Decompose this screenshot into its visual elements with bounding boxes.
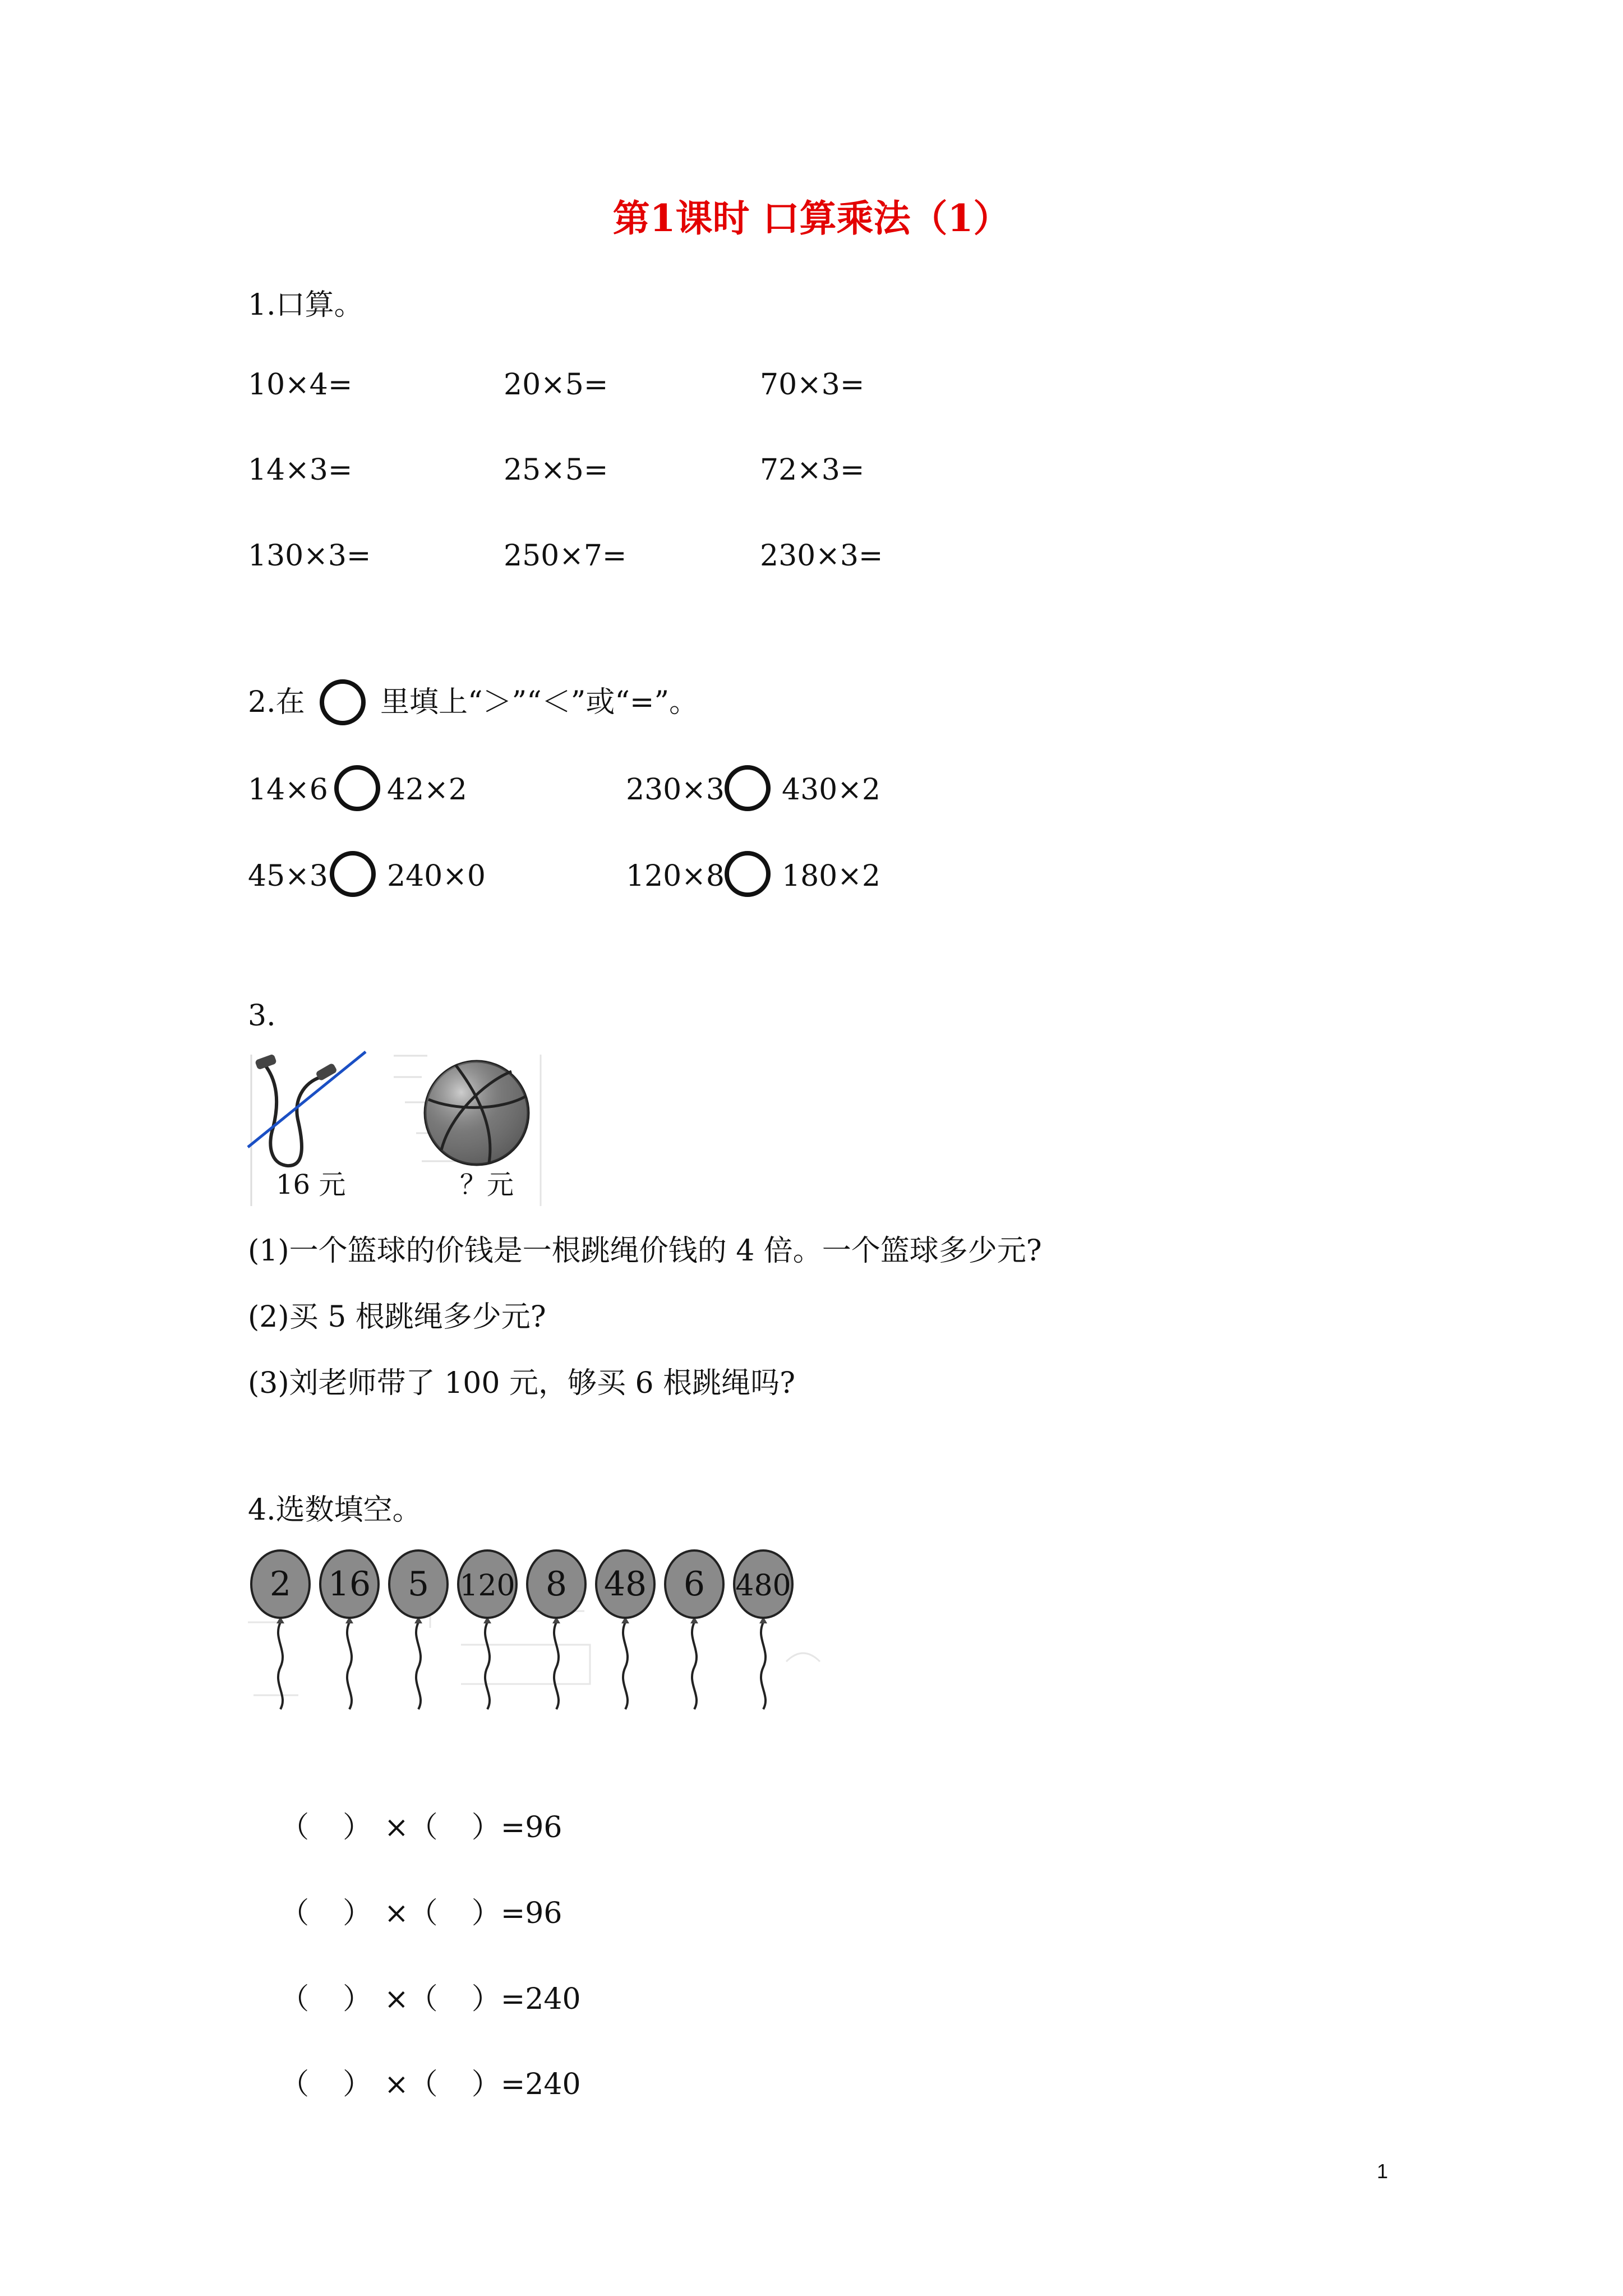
- balloon-number: 480: [735, 1569, 791, 1603]
- paren-open: （: [408, 1811, 438, 1844]
- q1-expr: 25×5=: [504, 453, 608, 487]
- q2-left-expr: 14×6: [248, 773, 328, 807]
- q1-expr: 250×7=: [504, 539, 627, 573]
- q2-right-expr: 430×2: [782, 773, 880, 807]
- q1-expr: 72×3=: [760, 453, 865, 487]
- q3-sub-question: (1)一个篮球的价钱是一根跳绳价钱的 4 倍。一个篮球多少元?: [248, 1234, 1042, 1268]
- balloon-number: 8: [545, 1565, 568, 1604]
- paren-close: ）: [471, 2068, 501, 2101]
- q1-expr: 10×4=: [248, 368, 353, 402]
- paren-open: （: [280, 1982, 310, 2016]
- paren-open: （: [408, 1982, 438, 2016]
- paren-close: ）: [343, 1811, 372, 1844]
- q4-blank-row: [261, 1784, 562, 1842]
- q4-blank-row: [261, 2041, 581, 2099]
- balloon-number: 6: [683, 1565, 706, 1604]
- q2-left-expr: 45×3: [248, 859, 328, 893]
- compare-circle-blank[interactable]: [334, 765, 380, 811]
- balloon-illustration: [248, 1544, 842, 1734]
- q1-expr: 70×3=: [760, 368, 865, 402]
- paren-close: ）: [343, 1982, 372, 2016]
- paren-close: ）: [471, 1982, 501, 2016]
- times-sign: ×: [384, 1811, 409, 1844]
- result: =96: [500, 1897, 562, 1930]
- times-sign: ×: [384, 2068, 409, 2101]
- paren-open: （: [280, 2068, 310, 2101]
- q1-heading: 1.口算。: [248, 288, 363, 322]
- page-title: 第1课时 口算乘法（1）: [612, 196, 1011, 240]
- balloon-number: 16: [328, 1565, 371, 1604]
- q4-blank-row: [261, 1870, 562, 1928]
- paren-open: （: [280, 1897, 310, 1930]
- times-sign: ×: [384, 1982, 409, 2016]
- result: =96: [500, 1811, 562, 1844]
- q2-left-expr: 120×8: [626, 859, 725, 893]
- q4-heading: 4.选数填空。: [248, 1493, 422, 1527]
- balloon-number: 120: [459, 1569, 515, 1603]
- q1-expr: 130×3=: [248, 539, 371, 573]
- ball-price-label: ？元: [460, 1169, 514, 1200]
- q1-expr: 14×3=: [248, 453, 353, 487]
- compare-circle-blank[interactable]: [725, 851, 771, 897]
- result: =240: [500, 1982, 581, 2016]
- q2-heading-post: 里填上“＞”“＜”或“=”。: [380, 685, 699, 719]
- paren-close: ）: [471, 1897, 501, 1930]
- compare-circle-blank[interactable]: [725, 765, 771, 811]
- paren-open: （: [280, 1811, 310, 1844]
- q2-right-expr: 240×0: [387, 859, 486, 893]
- balloon-number: 2: [269, 1565, 292, 1604]
- q1-expr: 230×3=: [760, 539, 883, 573]
- compare-circle-blank[interactable]: [330, 851, 376, 897]
- q2-heading-pre: 2.在: [248, 685, 305, 719]
- paren-close: ）: [471, 1811, 501, 1844]
- basketball-icon: [425, 1061, 528, 1165]
- q3-sub-question: (3)刘老师带了 100 元，够买 6 根跳绳吗?: [248, 1366, 795, 1400]
- balloon-number: 5: [407, 1565, 430, 1604]
- paren-open: （: [408, 2068, 438, 2101]
- q2-left-expr: 230×3: [626, 773, 725, 807]
- result: =240: [500, 2068, 581, 2101]
- rope-price-label: 16 元: [276, 1169, 346, 1200]
- q3-sub-question: (2)买 5 根跳绳多少元?: [248, 1300, 546, 1334]
- paren-close: ）: [343, 1897, 372, 1930]
- q4-blank-row: [261, 1955, 581, 2014]
- compare-circle-icon: [320, 679, 366, 725]
- q3-heading: 3.: [248, 999, 276, 1033]
- paren-close: ）: [343, 2068, 372, 2101]
- q2-right-expr: 180×2: [782, 859, 880, 893]
- q1-expr: 20×5=: [504, 368, 608, 402]
- page-number: 1: [1377, 2160, 1389, 2183]
- paren-open: （: [408, 1897, 438, 1930]
- balloon-number: 48: [603, 1565, 647, 1604]
- times-sign: ×: [384, 1897, 409, 1930]
- q2-right-expr: 42×2: [387, 773, 467, 807]
